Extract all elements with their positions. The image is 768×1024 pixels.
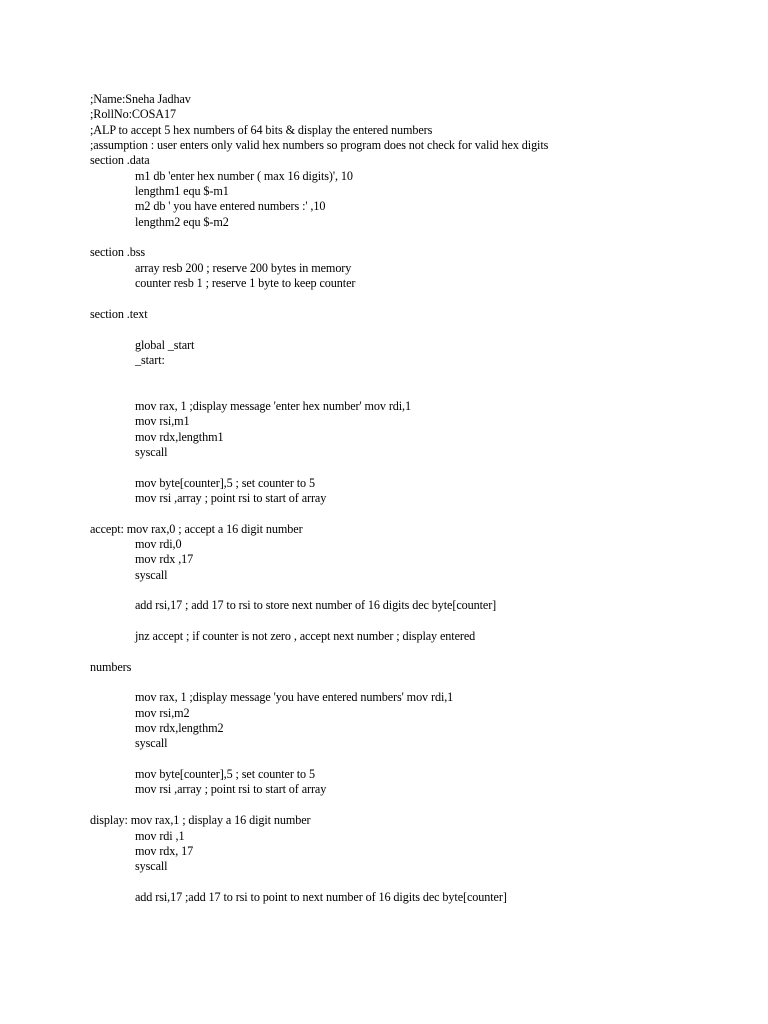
code-line: section .bss xyxy=(90,245,145,260)
code-line: display: mov rax,1 ; display a 16 digit number xyxy=(90,813,311,828)
code-line: syscall xyxy=(135,859,168,874)
code-line: add rsi,17 ;add 17 to rsi to point to next number of 16 digits dec byte[counter] xyxy=(135,889,507,904)
code-line: ;Name:Sneha Jadhav xyxy=(90,92,191,106)
blank-line xyxy=(90,368,730,383)
code-line: mov rdx ,17 xyxy=(135,552,194,567)
code-line: m2 db ' you have entered numbers :' ,10 xyxy=(135,199,326,214)
code-line: global _start xyxy=(135,337,195,352)
blank-line xyxy=(90,583,730,598)
blank-line xyxy=(90,798,730,813)
blank-line xyxy=(90,506,730,521)
code-line: section .data xyxy=(90,153,150,168)
blank-line xyxy=(90,291,730,306)
code-line: syscall xyxy=(135,736,168,751)
code-line: mov rsi ,array ; point rsi to start of array xyxy=(135,490,327,505)
code-line: mov byte[counter],5 ; set counter to 5 xyxy=(135,767,315,782)
code-line: mov rsi,m1 xyxy=(135,414,190,429)
code-line: mov rdx, 17 xyxy=(135,843,194,858)
document-body xyxy=(90,92,730,905)
blank-line xyxy=(90,875,730,890)
code-line: syscall xyxy=(135,567,168,582)
code-line: add rsi,17 ; add 17 to rsi to store next number of 16 digits dec byte[counter] xyxy=(135,598,497,613)
code-line: jnz accept ; if counter is not zero , accept next number ; display entered xyxy=(135,629,476,644)
blank-line xyxy=(90,322,730,337)
code-line: lengthm2 equ $-m2 xyxy=(135,214,229,229)
code-line: mov rdi,0 xyxy=(135,536,182,551)
code-line: _start: xyxy=(135,352,165,367)
code-line: ;RollNo:COSA17 xyxy=(90,107,176,122)
code-line: ;assumption : user enters only valid hex numbers so program does not check for valid hex digits xyxy=(90,138,549,153)
code-line: mov rax, 1 ;display message 'enter hex number' mov rdi,1 xyxy=(135,398,411,413)
blank-line xyxy=(90,384,730,399)
code-line: mov rsi,m2 xyxy=(135,705,190,720)
code-line: array resb 200 ; reserve 200 bytes in memory xyxy=(135,260,352,275)
code-line: mov byte[counter],5 ; set counter to 5 xyxy=(135,475,315,490)
code-line: accept: mov rax,0 ; accept a 16 digit number xyxy=(90,521,303,536)
blank-line xyxy=(90,460,730,475)
blank-line xyxy=(90,644,730,659)
code-line: mov rdi ,1 xyxy=(135,828,185,843)
blank-line xyxy=(90,675,730,690)
blank-line xyxy=(90,614,730,629)
code-line: mov rsi ,array ; point rsi to start of array xyxy=(135,782,327,797)
blank-line xyxy=(90,230,730,245)
code-line: numbers xyxy=(90,659,132,674)
code-line: section .text xyxy=(90,306,148,321)
code-line: ;ALP to accept 5 hex numbers of 64 bits & display the entered numbers xyxy=(90,122,433,137)
code-line: lengthm1 equ $-m1 xyxy=(135,184,229,199)
code-line: mov rax, 1 ;display message 'you have entered numbers' mov rdi,1 xyxy=(135,690,454,705)
code-line: mov rdx,lengthm1 xyxy=(135,429,224,444)
blank-line xyxy=(90,752,730,767)
code-line: m1 db 'enter hex number ( max 16 digits)', 10 xyxy=(135,168,353,183)
code-line: syscall xyxy=(135,444,168,459)
code-line: counter resb 1 ; reserve 1 byte to keep counter xyxy=(135,276,356,291)
code-line: mov rdx,lengthm2 xyxy=(135,721,224,736)
